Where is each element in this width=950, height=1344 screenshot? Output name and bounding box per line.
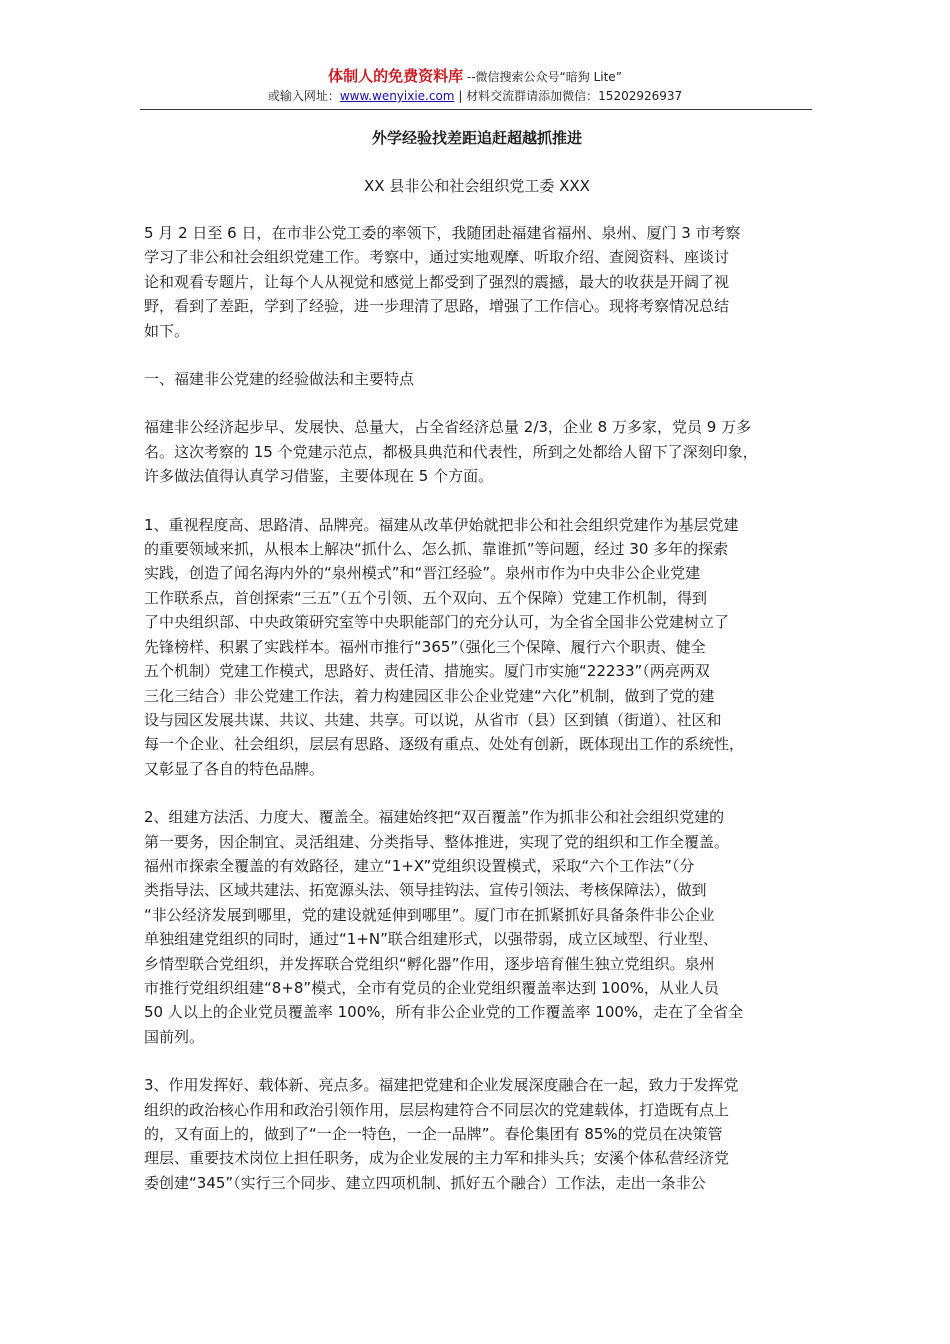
paragraph-line: 学习了非公和社会组织党建工作。考察中，通过实地观摩、听取介绍、查阅资料、座谈讨: [144, 248, 730, 267]
paragraph-line: 福州市探索全覆盖的有效路径，建立“1+X”党组织设置模式，采取“六个工作法”（分: [144, 856, 695, 875]
header-contact-line: [0, 87, 950, 105]
paragraph-line: 3、作用发挥好、载体新、亮点多。福建把党建和企业发展深度融合在一起，致力于发挥党: [144, 1076, 739, 1095]
paragraph-line: 委创建“345”（实行三个同步、建立四项机制、抓好五个融合）工作法，走出一条非公: [144, 1173, 706, 1192]
paragraph-line: 先锋榜样、积累了实践样本。福州市推行“365”（强化三个保障、履行六个职责、健全: [144, 637, 706, 656]
paragraph-line: “非公经济发展到哪里，党的建设就延伸到哪里”。厦门市在抓紧抓好具备条件非公企业: [144, 905, 715, 924]
paragraph-line: 组织的政治核心作用和政治引领作用，层层构建符合不同层次的党建载体，打造既有点上: [144, 1100, 730, 1119]
website-link[interactable]: www.wenyixie.com: [339, 89, 455, 103]
paragraph-line: 许多做法值得认真学习借鉴，主要体现在 5 个方面。: [144, 467, 494, 486]
paragraph-line: 市推行党组织组建“8+8”模式，全市有党员的企业党组织覆盖率达到 100%，从业人员: [144, 978, 719, 997]
paragraph-line: 了中央组织部、中央政策研究室等中央职能部门的充分认可，为全省全国非公党建树立了: [144, 613, 730, 632]
paragraph-line: 50 人以上的企业党员覆盖率 100%，所有非公企业党的工作覆盖率 100%，走在了全省全: [144, 1003, 744, 1022]
paragraph: [144, 513, 810, 781]
document-body: [144, 124, 810, 1219]
header-banner: [0, 66, 950, 87]
paragraph-line: 论和观看专题片，让每个人从视觉和感觉上都受到了强烈的震撼，最大的收获是开阔了视: [144, 272, 730, 291]
paragraph: [144, 1073, 810, 1195]
paragraph-line: 每一个企业、社会组织，层层有思路、逐级有重点、处处有创新，既体现出工作的系统性，: [144, 735, 745, 754]
paragraph-line: 5 月 2 日至 6 日，在市非公党工委的率领下，我随团赴福建省福州、泉州、厦门 3 市考察: [144, 224, 741, 242]
paragraph-list: [144, 221, 810, 1195]
brand-name: 体制人的免费资料库: [328, 67, 464, 85]
paragraph-line: 类指导法、区域共建法、拓宽源头法、领导挂钩法、宣传引领法、考核保障法），做到: [144, 881, 707, 900]
paragraph-line: 单独组建党组织的同时，通过“1+N”联合组建形式，以强带弱，成立区域型、行业型、: [144, 930, 718, 949]
paragraph-line: 一、福建非公党建的经验做法和主要特点: [144, 370, 415, 389]
paragraph-line: 野，看到了差距，学到了经验，进一步理清了思路，增强了工作信心。现将考察情况总结: [144, 297, 730, 316]
paragraph-line: 五个机制）党建工作模式，思路好、责任清、措施实。厦门市实施“22233”（两亮两双: [144, 662, 710, 681]
paragraph-line: 实践，创造了闻名海内外的“泉州模式”和“晋江经验”。泉州市作为中央非公企业党建: [144, 564, 701, 583]
paragraph: [144, 367, 810, 391]
paragraph-line: 设与园区发展共谋、共议、共建、共享。可以说，从省市（县）区到镇（街道）、社区和: [144, 710, 722, 729]
paragraph-line: 三化三结合）非公党建工作法，着力构建园区非公企业党建“六化”机制，做到了党的建: [144, 686, 715, 705]
paragraph-line: 如下。: [144, 321, 190, 340]
paragraph: [144, 805, 810, 1049]
document-title: 外学经验找差距追赶超越抓推进: [371, 129, 582, 147]
page-header: [0, 66, 950, 105]
paragraph-line: 的重要领域来抓，从根本上解决“抓什么、怎么抓、靠谁抓”等问题，经过 30 多年的探索: [144, 540, 729, 559]
url-prefix: 或输入网址：: [267, 89, 340, 103]
paragraph: [144, 221, 810, 343]
paragraph-line: 的，又有面上的，做到了“一企一特色，一企一品牌”。春伦集团有 85%的党员在决策管: [144, 1125, 723, 1143]
paragraph: [144, 415, 810, 488]
brand-suffix: --微信搜索公众号“暗狗 Lite”: [463, 70, 622, 84]
paragraph-line: 理层、重要技术岗位上担任职务，成为企业发展的主力军和排头兵；安溪个体私营经济党: [144, 1149, 730, 1168]
paragraph-line: 1、重视程度高、思路清、品牌亮。福建从改革伊始就把非公和社会组织党建作为基层党建: [144, 515, 739, 534]
paragraph-line: 又彰显了各自的特色品牌。: [144, 759, 325, 778]
document-author: XX 县非公和社会组织党工委 XXX: [364, 177, 590, 195]
paragraph-line: 工作联系点，首创探索“三五”（五个引领、五个双向、五个保障）党建工作机制，得到: [144, 588, 708, 607]
paragraph-line: 乡情型联合党组织，并发挥联合党组织“孵化器”作用，逐步培育催生独立党组织。泉州: [144, 954, 715, 973]
paragraph-line: 名。这次考察的 15 个党建示范点，都极具典范和代表性，所到之处都给人留下了深刻印象，: [144, 442, 758, 461]
paragraph-line: 第一要务，因企制宜、灵活组建、分类指导、整体推进，实现了党的组织和工作全覆盖。: [144, 832, 730, 851]
paragraph-line: 2、组建方法活、力度大、覆盖全。福建始终把“双百覆盖”作为抓非公和社会组织党建的: [144, 808, 725, 827]
contact-info: | 材料交流群请添加微信：15202926937: [454, 89, 683, 103]
paragraph-line: 福建非公经济起步早、发展快、总量大，占全省经济总量 2/3，企业 8 万多家，党员 9 万多: [144, 418, 752, 437]
header-divider: [140, 109, 812, 110]
paragraph-line: 国前列。: [144, 1027, 205, 1046]
